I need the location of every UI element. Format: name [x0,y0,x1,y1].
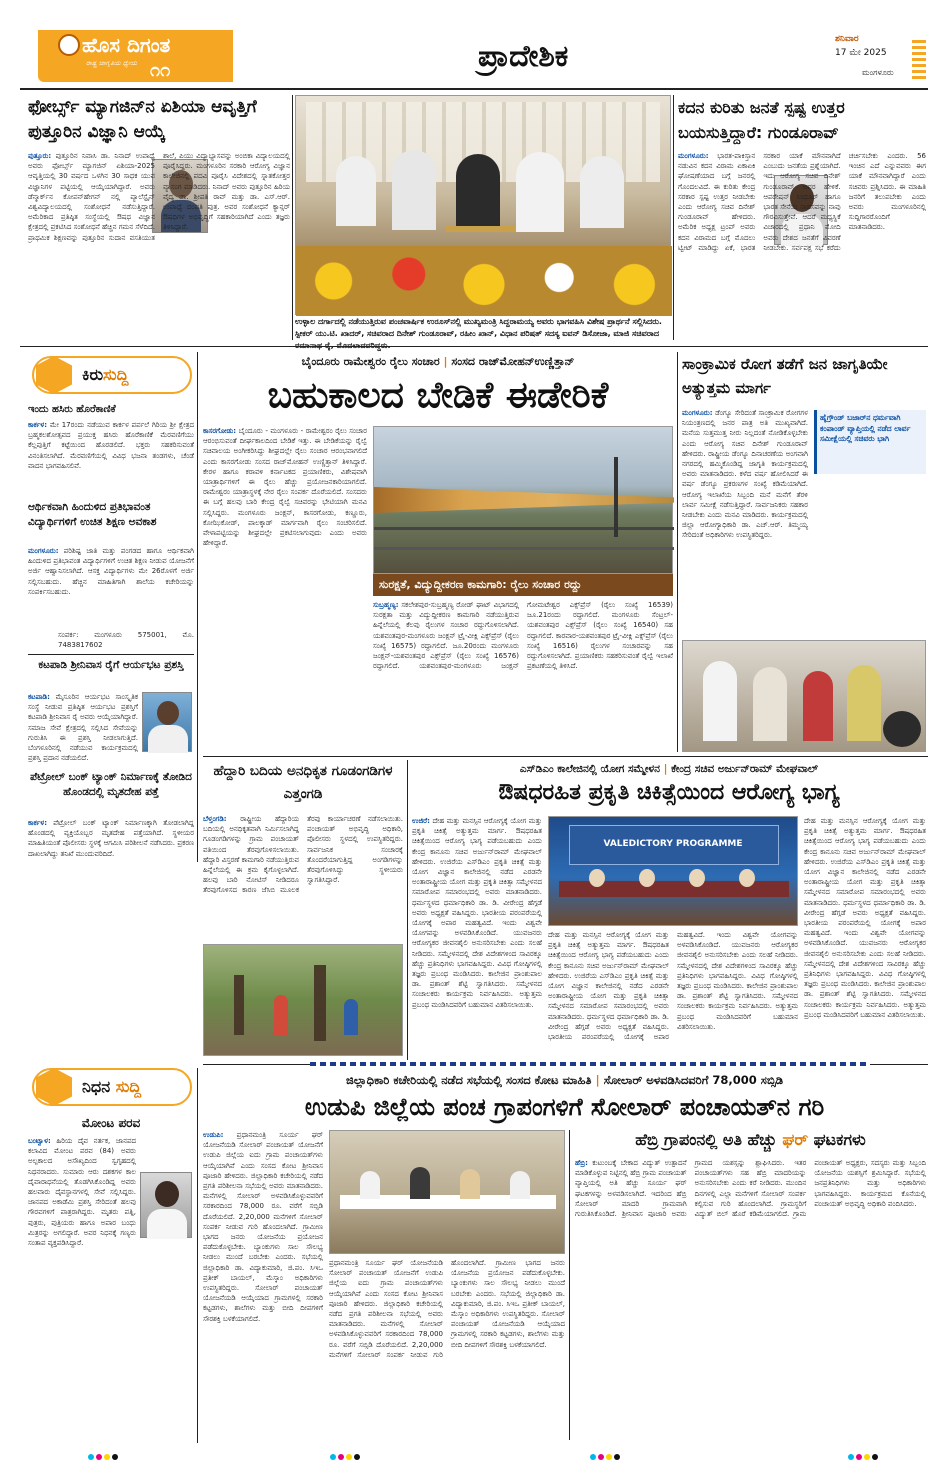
kiru-item4-title: ಪೆಟ್ರೋಲ್ ಬಂಕ್ ಟ್ಯಾಂಕ್ ನಿರ್ಮಾಣಕ್ಕೆ ತೋಡಿದ ಹೊಂಡದಲ್ಲಿ ಮೃತದೇಹ ಪತ್ತೆ [30,771,192,798]
nidhana-column [28,1068,194,1443]
story-dengue-headline: ಸಾಂಕ್ರಾಮಿಕ ರೋಗ ತಡೆಗೆ ಜನ ಜಾಗೃತಿಯೇ ಅತ್ಯುತ್ತಮ ಮಾರ್ಗ [682,355,888,397]
solar-body-b: ಪ್ರಧಾನಮಂತ್ರಿ ಸೂರ್ಯ ಘರ್ ಯೋಜನೆಯಡಿ ಸೋಲಾರ್ ಪಂಚಾಯತ್ ಯೋಜನೆಗೆ ಉಡುಪಿ ಜಿಲ್ಲೆಯ ಐದು ಗ್ರಾಮ ಪಂಚಾಯತ್‌ಗಳು ಆಯ್ಕೆಯಾಗಿವೆ ಎಂದು ಸಂಸದ ಕೋಟ ಶ್ರೀನಿವಾಸ ಪೂಜಾರಿ ಹೇಳಿದರು. ಜಿಲ್ಲಾಧಿಕಾರಿ ಕಚೇರಿಯಲ್ಲಿ ನಡೆದ ಪ್ರಗತಿ ಪರಿಶೀಲನಾ ಸಭೆಯಲ್ಲಿ ಅವರು ಮಾತನಾಡಿದರು. ಮನೆಗಳಲ್ಲಿ ಸೋಲಾರ್ ಅಳವಡಿಸಿಕೊಳ್ಳುವವರಿಗೆ ಸರಕಾರದಿಂದ 78,000 ರೂ. ವರೆಗೆ ಸಬ್ಸಿಡಿ ದೊರೆಯಲಿದೆ. 2,20,000 ಮನೆಗಳಿಗೆ ಸೋಲಾರ್ ಸಂಪರ್ಕ ನೀಡುವ ಗುರಿ ಹೊಂದಲಾಗಿದೆ. ಗ್ರಾಮೀಣ ಭಾಗದ ಜನರು ಯೋಜನೆಯ ಪ್ರಯೋಜನ ಪಡೆದುಕೊಳ್ಳಬೇಕು. ಬ್ಯಾಂಕುಗಳು ಸಾಲ ಸೌಲಭ್ಯ ನೀಡಲು ಮುಂದೆ ಬರಬೇಕು ಎಂದರು. ಸಭೆಯಲ್ಲಿ ಜಿಲ್ಲಾಧಿಕಾರಿ ಡಾ. ವಿದ್ಯಾಕುಮಾರಿ, ಜಿ.ಪಂ. ಸಿಇಒ ಪ್ರತೀಕ್ ಬಾಯಲ್, ಮೆಸ್ಕಾಂ ಅಧಿಕಾರಿಗಳು ಉಪಸ್ಥಿತರಿದ್ದರು. ಸೋಲಾರ್ ಪಂಚಾಯತ್ ಯೋಜನೆಯಡಿ ಆಯ್ಕೆಯಾದ ಗ್ರಾಮಗಳಲ್ಲಿ ಸರಕಾರಿ ಕಟ್ಟಡಗಳು, ಶಾಲೆಗಳು ಮತ್ತು ಬೀದಿ ದೀಪಗಳಿಗೆ ಸೌರಶಕ್ತಿ ಬಳಕೆಯಾಗಲಿದೆ. [329,1259,565,1359]
col-rule [197,352,198,862]
registration-dots [330,1445,390,1453]
item-rule [28,654,194,655]
yoga-body-b: ದೇಹ ಮತ್ತು ಮನಸ್ಸಿನ ಆರೋಗ್ಯಕ್ಕೆ ಯೋಗ ಮತ್ತು ಪ್ರಕೃತಿ ಚಿಕಿತ್ಸೆ ಅತ್ಯುತ್ತಮ ಮಾರ್ಗ. ಔಷಧರಹಿತ ಚಿಕಿತ್ಸೆಯಿಂದ ಆರೋಗ್ಯ ಭಾಗ್ಯ ಪಡೆಯಬಹುದು ಎಂದು ಕೇಂದ್ರ ಕಾನೂನು ಸಚಿವ ಅರ್ಜುನ್‌ರಾಮ್ ಮೇಘವಾಲ್ ಹೇಳಿದರು. ಉಜಿರೆಯ ಎಸ್‌ಡಿಎಂ ಪ್ರಕೃತಿ ಚಿಕಿತ್ಸೆ ಮತ್ತು ಯೋಗ ವಿಜ್ಞಾನ ಕಾಲೇಜಿನಲ್ಲಿ ನಡೆದ ಎರಡನೇ ಅಂತಾರಾಷ್ಟ್ರೀಯ ಯೋಗ ಮತ್ತು ಪ್ರಕೃತಿ ಚಿಕಿತ್ಸಾ ಸಮ್ಮೇಳನದ ಸಮಾರೋಪ ಸಮಾರಂಭದಲ್ಲಿ ಅವರು ಮಾತನಾಡಿದರು. ಧರ್ಮಸ್ಥಳದ ಧರ್ಮಾಧಿಕಾರಿ ಡಾ. ಡಿ. ವೀರೇಂದ್ರ ಹೆಗ್ಗಡೆ ಅವರು ಅಧ್ಯಕ್ಷತೆ ವಹಿಸಿದ್ದರು. ಭಾರತೀಯ ಪರಂಪರೆಯಲ್ಲಿ ಯೋಗಕ್ಕೆ ಅಪಾರ ಮಹತ್ವವಿದೆ. ಇಂದು ವಿಶ್ವವೇ ಯೋಗವನ್ನು ಅಳವಡಿಸಿಕೊಂಡಿದೆ. ಯುವಜನರು ಆರೋಗ್ಯಕರ ಜೀವನಶೈಲಿ ಅನುಸರಿಸಬೇಕು ಎಂದು ಸಲಹೆ ನೀಡಿದರು. ಸಮ್ಮೇಳನದಲ್ಲಿ ದೇಶ ವಿದೇಶಗಳಿಂದ ಸಾವಿರಕ್ಕೂ ಹೆಚ್ಚು ಪ್ರತಿನಿಧಿಗಳು ಭಾಗವಹಿಸಿದ್ದರು. ವಿವಿಧ ಗೋಷ್ಠಿಗಳಲ್ಲಿ ತಜ್ಞರು ಪ್ರಬಂಧ ಮಂಡಿಸಿದರು. ಕಾಲೇಜಿನ ಪ್ರಾಂಶುಪಾಲ ಡಾ. ಪ್ರಶಾಂತ್ ಶೆಟ್ಟಿ ಸ್ವಾಗತಿಸಿದರು. ಸಮ್ಮೇಳನದ ಸಂಚಾಲಕರು ಕಾರ್ಯಕ್ರಮ ನಿರ್ವಹಿಸಿದರು. ಅತ್ಯುತ್ತಮ ಪ್ರಬಂಧ ಮಂಡಿಸಿದವರಿಗೆ ಬಹುಮಾನ ವಿತರಿಸಲಾಯಿತು. [548,931,798,1042]
stripe-marks [912,40,926,80]
kiru-item1-body: ಕಾರ್ಕಳ: ಮೇ 17ರಂದು ನಡೆಯುವ ಕಾರ್ಕಳ ಪರ್ಪಲೆ ಗಿರಿಯ ಶ್ರೀ ಕ್ಷೇತ್ರದ ಬ್ರಹ್ಮಕಲಶೋತ್ಸವದ ಪ್ರಯುಕ್ತ ಹಸಿರು ಹೊರೆಕಾಣಿಕೆ ಮೆರವಣಿಗೆಯು ಕೆಲ್ಲಪುತ್ತಿಗೆ ಕಟ್ಟೆಯಿಂದ ಹೊರಡಲಿದೆ. ಭಕ್ತರು ಸಹಕರಿಸುವಂತೆ ವಿನಂತಿಸಲಾಗಿದೆ. ಮೆರವಣಿಗೆಯಲ್ಲಿ ವಿವಿಧ ಭಜನಾ ತಂಡಗಳು, ಚೆಂಡೆ ವಾದನ ಭಾಗವಹಿಸಲಿವೆ. [28,421,194,470]
page-number: ೧೧ [150,60,171,81]
solar-headline: ಉಡುಪಿ ಜಿಲ್ಲೆಯ ಪಂಚ ಗ್ರಾಪಂಗಳಿಗೆ ಸೋಲಾರ್ ಪಂಚಾಯತ್‌ನ ಗರಿ [304,1093,825,1121]
story-stalls [203,760,403,1060]
kiru-item3-body: ಕಟಪಾಡಿ: ಮೈಸೂರಿನ ಆರ್ಯಭಟ ಸಾಂಸ್ಕೃತಿಕ ಸಂಸ್ಥೆ ನೀಡುವ ಪ್ರತಿಷ್ಠಿತ ಆರ್ಯಭಟ ಪ್ರಶಸ್ತಿಗೆ ಕಟಪಾಡಿ ಶ್ರೀನಿವಾಸ ರೈ ಅವರು ಆಯ್ಕೆಯಾಗಿದ್ದಾರೆ. ಸಮಾಜ ಸೇವೆ ಕ್ಷೇತ್ರದಲ್ಲಿ ಸಲ್ಲಿಸಿದ ಸೇವೆಯನ್ನು ಗುರುತಿಸಿ ಈ ಪ್ರಶಸ್ತಿ ನೀಡಲಾಗುತ್ತಿದೆ. ಬೆಂಗಳೂರಿನಲ್ಲಿ ನಡೆಯುವ ಕಾರ್ಯಕ್ರಮದಲ್ಲಿ ಪ್ರಶಸ್ತಿ ಪ್ರದಾನ ನಡೆಯಲಿದೆ. [28,693,138,763]
col-rule [677,352,678,752]
dargah-photo [295,95,671,315]
col-rule [569,1130,570,1440]
obituary-body: ಬಂಟ್ವಾಳ: ಹಿರಿಯ ದೈವ ನರ್ತಕ, ಜಾನಪದ ಕಲಾವಿದ ಮೋಂಟ ಪರವ (84) ಅವರು ಅಲ್ಪಕಾಲದ ಅಸೌಖ್ಯದಿಂದ ಸ್ವಗೃಹದಲ್ಲಿ ನಿಧನರಾದರು. ಸುಮಾರು ಆರು ದಶಕಗಳ ಕಾಲ ದೈವಾರಾಧನೆಯಲ್ಲಿ ತೊಡಗಿಸಿಕೊಂಡಿದ್ದ ಅವರು ಹಲವಾರು ದೈವಸ್ಥಾನಗಳಲ್ಲಿ ಸೇವೆ ಸಲ್ಲಿಸಿದ್ದರು. ಜಾನಪದ ಅಕಾಡೆಮಿ ಪ್ರಶಸ್ತಿ ಸೇರಿದಂತೆ ಹಲವು ಗೌರವಗಳಿಗೆ ಪಾತ್ರರಾಗಿದ್ದರು. ಮೃತರು ಪತ್ನಿ, ಪುತ್ರರು, ಪುತ್ರಿಯರು ಹಾಗೂ ಅಪಾರ ಬಂಧು ಮಿತ್ರರನ್ನು ಅಗಲಿದ್ದಾರೆ. ಅವರ ನಿಧನಕ್ಕೆ ಗಣ್ಯರು ಸಂತಾಪ ವ್ಯಕ್ತಪಡಿಸಿದ್ದಾರೆ. [28,1137,136,1248]
yoga-kicker: ಎಸ್‌ಡಿಎಂ ಕಾಲೇಜಿನಲ್ಲಿ ಯೋಗ ಸಮ್ಮೇಳನ | ಕೇಂದ್ರ ಸಚಿವ ಅರ್ಜುನ್‌ರಾಮ್ ಮೇಘವಾಲ್ [519,763,819,775]
registration-dots [590,1445,650,1453]
story-yoga [412,760,926,1060]
rail-headline: ಬಹುಕಾಲದ ಬೇಡಿಕೆ ಈಡೇರಿಕೆ [267,375,609,416]
kiru-item2-contact: ಸಂಪರ್ಕ: ಮಂಗಳೂರು 575001, ಮೊ. 7483817602 [58,631,194,650]
dateline: ಪುತ್ತೂರು: [28,152,52,160]
nidhana-label: ನಿಧನ ಸುದ್ದಿ [82,1077,142,1096]
conference-photo [548,816,798,926]
logo-sub: ರಾಷ್ಟ್ರ ಜಾಗೃತಿಯ ಧ್ಯೇಯ [86,59,137,67]
pull-quote: ಹೈಗ್ರೌಂಡ್ ಬಜಾರ್‌ನ ಧರ್ಮವಾಗಿ ಕಂಪಾಂಡ್ ವ್ಯಾಪ್ತಿಯಲ್ಲಿ ನಡೆದ ಲಾರ್ವ ಸಮೀಕ್ಷೆಯಲ್ಲಿ ಸಚಿವರು ಭಾಗಿ [814,410,926,474]
col-rule [673,95,674,340]
kiru-item3-title: ಕಟಪಾಡಿ ಶ್ರೀನಿವಾಸ ರೈಗೆ ಆರ್ಯಭಟ ಪ್ರಶಸ್ತಿ [38,659,184,671]
story-gundurao-headline: ಕದನ ಕುರಿತು ಜನತೆ ಸ್ಪಷ್ಟ ಉತ್ತರ ಬಯಸುತ್ತಿದ್ದಾರೆ: ಗುಂಡೂರಾವ್ [678,98,845,142]
section-title: ಪ್ರಾದೇಶಿಕ [478,39,569,74]
kiru-item2-title: ಆರ್ಥಿಕವಾಗಿ ಹಿಂದುಳಿದ ಪ್ರತಿಭಾವಂತ ವಿದ್ಯಾರ್ಥಿಗಳಿಗೆ ಉಚಿತ ಶಿಕ್ಷಣ ಅವಕಾಶ [28,501,157,528]
kiru-item2-body: ಮಂಗಳೂರು: ಪರಿಶಿಷ್ಟ ಜಾತಿ ಮತ್ತು ಪಂಗಡದ ಹಾಗೂ ಆರ್ಥಿಕವಾಗಿ ಹಿಂದುಳಿದ ಪ್ರತಿಭಾವಂತ ವಿದ್ಯಾರ್ಥಿಗಳಿಗೆ ಉಚಿತ ಶಿಕ್ಷಣ ನೀಡುವ ಯೋಜನೆಗೆ ಅರ್ಜಿ ಆಹ್ವಾನಿಸಲಾಗಿದೆ. ಆಸಕ್ತ ವಿದ್ಯಾರ್ಥಿಗಳು ಮೇ 26ರೊಳಗೆ ಅರ್ಜಿ ಸಲ್ಲಿಸಬಹುದು. ಹೆಚ್ಚಿನ ಮಾಹಿತಿಗಾಗಿ ಶಾಲೆಯ ಕಚೇರಿಯನ್ನು ಸಂಪರ್ಕಿಸಬಹುದು. [28,547,194,596]
story-stalls-body: ಬೆಳ್ತಂಗಡಿ: ರಾಷ್ಟ್ರೀಯ ಹೆದ್ದಾರಿಯ ಬದಿಯಲ್ಲಿ ಅನಧಿಕೃತವಾಗಿ ನಿರ್ಮಿಸಲಾಗಿದ್ದ ಗೂಡಂಗಡಿಗಳನ್ನು ಗ್ರಾಮ ಪಂಚಾಯತ್ ವತಿಯಿಂದ ತೆರವುಗೊಳಿಸಲಾಯಿತು. ಹೆದ್ದಾರಿ ವಿಸ್ತರಣೆ ಕಾಮಗಾರಿ ನಡೆಯುತ್ತಿರುವ ಹಿನ್ನೆಲೆಯಲ್ಲಿ ಈ ಕ್ರಮ ಕೈಗೊಳ್ಳಲಾಗಿದೆ. ಹಲವು ಬಾರಿ ನೋಟಿಸ್ ನೀಡಿದರೂ ತೆರವುಗೊಳಿಸದ ಕಾರಣ ಜೆಸಿಬಿ ಮೂಲಕ ತೆರವು ಕಾರ್ಯಾಚರಣೆ ನಡೆಸಲಾಯಿತು. ಪಂಚಾಯತ್ ಅಭಿವೃದ್ಧಿ ಅಧಿಕಾರಿ, ಪೊಲೀಸರು ಸ್ಥಳದಲ್ಲಿ ಉಪಸ್ಥಿತರಿದ್ದರು. ಸಾರ್ವಜನಿಕ ಸಂಚಾರಕ್ಕೆ ತೊಂದರೆಯಾಗುತ್ತಿದ್ದ ಅಂಗಡಿಗಳನ್ನು ತೆರವುಗೊಳಿಸಿದ್ದು ಸ್ಥಳೀಯರು ಸ್ವಾಗತಿಸಿದ್ದಾರೆ. [203,815,403,895]
logo-emblem-icon [58,34,80,56]
row-rule [20,346,928,347]
kiru-suddi-column [28,352,194,807]
larva-survey-photo [682,640,926,752]
meeting-photo [329,1130,565,1254]
yoga-headline: ಔಷಧರಹಿತ ಪ್ರಕೃತಿ ಚಿಕಿತ್ಸೆಯಿಂದ ಆರೋಗ್ಯ ಭಾಗ್ಯ [498,780,840,805]
story-dengue [682,352,926,752]
colour-bar [310,1062,870,1066]
rail-body1: ಕಾಸರಗೋಡು: ಬೈಂದೂರು - ಮಂಗಳೂರು - ರಾಮೇಶ್ವರಂ ರೈಲು ಸಂಚಾರ ಆರಂಭಿಸುವಂತೆ ದೀರ್ಘಕಾಲದಿಂದ ಬೇಡಿಕೆ ಇತ್ತು. ಈ ಬೇಡಿಕೆಯನ್ನು ರೈಲ್ವೆ ಸಚಿವಾಲಯ ಅಂಗೀಕರಿಸಿದ್ದು ಶೀಘ್ರದಲ್ಲೇ ರೈಲು ಸಂಚಾರ ಆರಂಭವಾಗಲಿದೆ ಎಂದು ಕಾಸರಗೋಡು ಸಂಸದ ರಾಜ್‌ಮೋಹನ್ ಉಣ್ಣಿತ್ತಾನ್ ತಿಳಿಸಿದ್ದಾರೆ. ಕೇರಳ ಹಾಗೂ ಕರಾವಳಿ ಕರ್ನಾಟಕದ ಪ್ರಯಾಣಿಕರು, ವಿಶೇಷವಾಗಿ ಯಾತ್ರಾರ್ಥಿಗಳಿಗೆ ಈ ರೈಲು ಹೆಚ್ಚು ಪ್ರಯೋಜನಕಾರಿಯಾಗಲಿದೆ. ರಾಮೇಶ್ವರಂ ಯಾತ್ರಾಸ್ಥಳಕ್ಕೆ ನೇರ ರೈಲು ಸಂಪರ್ಕ ದೊರೆಯಲಿದೆ. ಸಂಸದರು ಈ ಬಗ್ಗೆ ಹಲವು ಬಾರಿ ಕೇಂದ್ರ ರೈಲ್ವೆ ಸಚಿವರನ್ನು ಭೇಟಿಯಾಗಿ ಮನವಿ ಸಲ್ಲಿಸಿದ್ದರು. ಮಂಗಳೂರು ಜಂಕ್ಷನ್, ಕಾಸರಗೋಡು, ಕಣ್ಣೂರು, ಕೋಝಿಕೋಡ್, ಪಾಲಕ್ಕಾಡ್ ಮಾರ್ಗವಾಗಿ ರೈಲು ಸಂಚರಿಸಲಿದೆ. ವೇಳಾಪಟ್ಟಿಯನ್ನು ಶೀಘ್ರದಲ್ಲೇ ಪ್ರಕಟಿಸಲಾಗುವುದು ಎಂದು ಅವರು ಹೇಳಿದ್ದಾರೆ. [203,427,367,548]
masthead [0,0,945,92]
banner-text: VALEDICTORY PROGRAMME [603,839,743,849]
logo-text: ಹೊಸ ದಿಗಂತ [82,33,171,57]
date-text: 17 ಮೇ 2025 [835,48,887,58]
rail-body2: ಸುಬ್ರಹ್ಮಣ್ಯ: ಸಕಲೇಶಪುರ-ಸುಬ್ರಹ್ಮಣ್ಯ ರೋಡ್ ಘಾಟ್ ವಿಭಾಗದಲ್ಲಿ ಸುರಕ್ಷತಾ ಮತ್ತು ವಿದ್ಯುದ್ದೀಕರಣ ಕಾಮಗಾರಿ ನಡೆಯುತ್ತಿರುವ ಹಿನ್ನೆಲೆಯಲ್ಲಿ ಕೆಲವು ರೈಲುಗಳ ಸಂಚಾರ ರದ್ದುಗೊಳಿಸಲಾಗಿದೆ. ಯಶವಂತಪುರ-ಮಂಗಳೂರು ಜಂಕ್ಷನ್ ಟ್ರೈ-ವೀಕ್ಲಿ ಎಕ್ಸ್‌ಪ್ರೆಸ್ (ರೈಲು ಸಂಖ್ಯೆ 16575) ರದ್ದಾಗಲಿದೆ. ಜೂ.20ರಂದು ಮಂಗಳೂರು ಜಂಕ್ಷನ್-ಯಶವಂತಪುರ ಎಕ್ಸ್‌ಪ್ರೆಸ್ (ರೈಲು ಸಂಖ್ಯೆ 16576) ರದ್ದಾಗಲಿದೆ. ಯಶವಂತಪುರ-ಮಂಗಳೂರು ಜಂಕ್ಷನ್ ಗೋಮಟೇಶ್ವರ ಎಕ್ಸ್‌ಪ್ರೆಸ್ (ರೈಲು ಸಂಖ್ಯೆ 16539) ಜೂ.21ರಂದು ರದ್ದಾಗಲಿದೆ. ಮಂಗಳೂರು ಸೆಂಟ್ರಲ್-ಯಶವಂತಪುರ ಎಕ್ಸ್‌ಪ್ರೆಸ್ (ರೈಲು ಸಂಖ್ಯೆ 16540) ಸಹ ರದ್ದಾಗಲಿದೆ. ಕಾರವಾರ-ಯಶವಂತಪುರ ಟ್ರೈ-ವೀಕ್ಲಿ ಎಕ್ಸ್‌ಪ್ರೆಸ್ (ರೈಲು ಸಂಖ್ಯೆ 16516) ರೈಲುಗಳ ಸಂಚಾರವನ್ನು ಸಹ ರದ್ದುಗೊಳಿಸಲಾಗಿದೆ. ಪ್ರಯಾಣಿಕರು ಸಹಕರಿಸುವಂತೆ ರೈಲ್ವೆ ಇಲಾಖೆ ಪ್ರಕಟಣೆಯಲ್ಲಿ ತಿಳಿಸಿದೆ. [373,601,673,671]
col-rule [407,760,408,1060]
dateline: ಮಂಗಳೂರು: [678,152,709,160]
dargah-photo-caption: ಉಳ್ಳಾಲ ದರ್ಗಾದಲ್ಲಿ ನಡೆಯುತ್ತಿರುವ ಪಂಚವಾರ್ಷಿಕ ಉರೂಸ್‌ನಲ್ಲಿ ಮುಖ್ಯಮಂತ್ರಿ ಸಿದ್ದರಾಮಯ್ಯ ಅವರು ಭಾಗವಹಿಸಿ ವಿಶೇಷ ಪ್ರಾರ್ಥನೆ ಸಲ್ಲಿಸಿದರು. ಸ್ಪೀಕರ್ ಯು.ಟಿ. ಖಾದರ್, ಸಚಿವರಾದ ದಿನೇಶ್ ಗುಂಡೂರಾವ್, ರಹೀಂ ಖಾನ್, ವಿಧಾನ ಪರಿಷತ್ ಸದಸ್ಯ ಐವನ್ ಡಿಸೋಜಾ, ಮಾಜಿ ಸಚಿವರಾದ [295,317,662,338]
train-photo-caption: ಸುರಕ್ಷತೆ, ವಿದ್ಯುದ್ದೀಕರಣ ಕಾಮಗಾರಿ: ರೈಲು ಸಂಚಾರ ರದ್ದು [373,574,673,596]
train-photo [373,426,673,574]
story-forbes-body: ಪುತ್ತೂರು: ಪುತ್ತೂರಿನ ನಿವಾಸಿ ಡಾ. ನಿನಾದ್ ಉಪಾಧ್ಯೆ ಅವರು ಫೋರ್ಬ್ಸ್ ಮ್ಯಾಗಜಿನ್ ಏಶಿಯಾ-2025 ಆವೃತ್ತಿಯಲ್ಲಿ 30 ವರ್ಷದ ಒಳಗಿನ 30 ಸಾಧಕ ಯುವ ವಿಜ್ಞಾನಿಗಳ ಪಟ್ಟಿಯಲ್ಲಿ ಆಯ್ಕೆಯಾಗಿದ್ದಾರೆ. ಅವರು ಡೆನ್ಮಾರ್ಕ್‌ನ ಕೋಪನ್‌ಹೇಗನ್ ನಲ್ಲಿ ಪ್ಯಾಲೆಸ್ಟೈನ್ ವಿಶ್ವವಿದ್ಯಾಲಯದಲ್ಲಿ ಸಂಶೋಧನೆ ನಡೆಸುತ್ತಿದ್ದಾರೆ. ಅಮೆರಿಕಾದ ಪ್ರತಿಷ್ಠಿತ ಸಂಸ್ಥೆಯಲ್ಲಿ ಔಷಧ ವಿಜ್ಞಾನ ಕ್ಷೇತ್ರದಲ್ಲಿ ಪ್ರಕಟಿಸಿದ ಸಂಶೋಧನೆ ಹೆಚ್ಚಿನ ಗಮನ ಸೆಳೆದಿದೆ. ಪ್ರಾಥಮಿಕ ಶಿಕ್ಷಣವನ್ನು ಪುತ್ತೂರಿನ ಸುದಾನ ವಸತಿಯುತ ಶಾಲೆ, ಪಿಯು ವಿದ್ಯಾಭ್ಯಾಸವನ್ನು ಅಂಬಿಕಾ ವಿದ್ಯಾಲಯದಲ್ಲಿ ಪೂರೈಸಿದ್ದರು. ಮಂಗಳೂರಿನ ಸರಕಾರಿ ಆರೋಗ್ಯ ವಿಜ್ಞಾನ ಕಾಲೇಜಿನಲ್ಲಿ ಪದವಿ ಪೂರೈಸಿ ವಿದೇಶದಲ್ಲಿ ಸ್ನಾತಕೋತ್ತರ ವ್ಯಾಸಂಗ ಮಾಡಿದರು. ನಿನಾದ್ ಅವರು ಪುತ್ತೂರಿನ ಹಿರಿಯ ವೈದ್ಯ ಡಾ. ಶ್ರೀಪತಿ ರಾವ್ ಮತ್ತು ಡಾ. ಎಸ್.ಆರ್. ಉಪಾಧ್ಯೆ ದಂಪತಿ ಪುತ್ರ. ಅವರ ಸಂಶೋಧನೆ ಕ್ಯಾನ್ಸರ್ ಔಷಧಿಗಳ ಅಭಿವೃದ್ಧಿಗೆ ಸಹಕಾರಿಯಾಗಿದೆ ಎಂದು ತಜ್ಞರು ತಿಳಿಸಿದ್ದಾರೆ. [28,152,290,242]
story-solar [203,1070,926,1442]
solar-sub-body: ಹೆಬ್ರಿ: ಕುಟುಂಬಕ್ಕೆ ಬೇಕಾದ ವಿದ್ಯುತ್ ಉತ್ಪಾದನೆ ಮಾಡಿಕೊಳ್ಳುವ ನಿಟ್ಟಿನಲ್ಲಿ ಹೆಬ್ರಿ ಗ್ರಾಮ ಪಂಚಾಯತ್ ವ್ಯಾಪ್ತಿಯಲ್ಲಿ ಅತಿ ಹೆಚ್ಚು ಸೂರ್ಯ ಘರ್ ಘಟಕಗಳನ್ನು ಅಳವಡಿಸಲಾಗಿದೆ. ಇದರಿಂದ ಹೆಬ್ರಿ ಸೋಲಾರ್ ಮಾದರಿ ಗ್ರಾಮವಾಗಿ ಗುರುತಿಸಿಕೊಂಡಿದೆ. ಶ್ರೀನಿವಾಸ ಪೂಜಾರಿ ಅವರು ಗ್ರಾಮದ ಯಶಸ್ಸನ್ನು ಶ್ಲಾಘಿಸಿದರು. ಇತರ ಪಂಚಾಯತ್‌ಗಳು ಸಹ ಹೆಬ್ರಿ ಮಾದರಿಯನ್ನು ಅನುಸರಿಸಬೇಕು ಎಂದು ಕರೆ ನೀಡಿದರು. ಮುಂದಿನ ದಿನಗಳಲ್ಲಿ ಎಲ್ಲಾ ಮನೆಗಳಿಗೆ ಸೋಲಾರ್ ಸಂಪರ್ಕ ಕಲ್ಪಿಸುವ ಗುರಿ ಹೊಂದಲಾಗಿದೆ. ಗ್ರಾಮಸ್ಥರಿಗೆ ವಿದ್ಯುತ್ ಬಿಲ್ ಹೊರೆ ಕಡಿಮೆಯಾಗಲಿದೆ. ಗ್ರಾಮ ಪಂಚಾಯತ್ ಅಧ್ಯಕ್ಷರು, ಸದಸ್ಯರು ಮತ್ತು ಸಿಬ್ಬಂದಿ ಯೋಜನೆಯ ಯಶಸ್ಸಿಗೆ ಶ್ರಮಿಸಿದ್ದಾರೆ. ಸಭೆಯಲ್ಲಿ ಜನಪ್ರತಿನಿಧಿಗಳು ಮತ್ತು ಅಧಿಕಾರಿಗಳು ಭಾಗವಹಿಸಿದ್ದರು. ಕಾರ್ಯಕ್ರಮದ ಕೊನೆಯಲ್ಲಿ ಪಂಚಾಯತ್ ಅಭಿವೃದ್ಧಿ ಅಧಿಕಾರಿ ವಂದಿಸಿದರು. [575,1159,926,1219]
registration-dots [848,1445,908,1453]
story-stalls-headline: ಹೆದ್ದಾರಿ ಬದಿಯ ಅನಧಿಕೃತ ಗೂಡಂಗಡಿಗಳ ಎತ್ತಂಗಡಿ [213,763,393,802]
story-forbes-headline: ಫೋರ್ಬ್ಸ್ ಮ್ಯಾಗಜಿನ್‌ನ ಏಶಿಯಾ ಆವೃತ್ತಿಗೆ ಪುತ್ತೂರಿನ ವಿಜ್ಞಾನಿ ಆಯ್ಕೆ [28,97,257,142]
col-rule [292,95,293,340]
kiru-item1-title: ಇಂದು ಹಸಿರು ಹೊರೆಕಾಣಿಕೆ [28,404,116,415]
stalls-photo [203,944,403,1056]
solar-body-a: ಉಡುಪಿ: ಪ್ರಧಾನಮಂತ್ರಿ ಸೂರ್ಯ ಘರ್ ಯೋಜನೆಯಡಿ ಸೋಲಾರ್ ಪಂಚಾಯತ್ ಯೋಜನೆಗೆ ಉಡುಪಿ ಜಿಲ್ಲೆಯ ಐದು ಗ್ರಾಮ ಪಂಚಾಯತ್‌ಗಳು ಆಯ್ಕೆಯಾಗಿವೆ ಎಂದು ಸಂಸದ ಕೋಟ ಶ್ರೀನಿವಾಸ ಪೂಜಾರಿ ಹೇಳಿದರು. ಜಿಲ್ಲಾಧಿಕಾರಿ ಕಚೇರಿಯಲ್ಲಿ ನಡೆದ ಪ್ರಗತಿ ಪರಿಶೀಲನಾ ಸಭೆಯಲ್ಲಿ ಅವರು ಮಾತನಾಡಿದರು. ಮನೆಗಳಲ್ಲಿ ಸೋಲಾರ್ ಅಳವಡಿಸಿಕೊಳ್ಳುವವರಿಗೆ ಸರಕಾರದಿಂದ 78,000 ರೂ. ವರೆಗೆ ಸಬ್ಸಿಡಿ ದೊರೆಯಲಿದೆ. 2,20,000 ಮನೆಗಳಿಗೆ ಸೋಲಾರ್ ಸಂಪರ್ಕ ನೀಡುವ ಗುರಿ ಹೊಂದಲಾಗಿದೆ. ಗ್ರಾಮೀಣ ಭಾಗದ ಜನರು ಯೋಜನೆಯ ಪ್ರಯೋಜನ ಪಡೆದುಕೊಳ್ಳಬೇಕು. ಬ್ಯಾಂಕುಗಳು ಸಾಲ ಸೌಲಭ್ಯ ನೀಡಲು ಮುಂದೆ ಬರಬೇಕು ಎಂದರು. ಸಭೆಯಲ್ಲಿ ಜಿಲ್ಲಾಧಿಕಾರಿ ಡಾ. ವಿದ್ಯಾಕುಮಾರಿ, ಜಿ.ಪಂ. ಸಿಇಒ ಪ್ರತೀಕ್ ಬಾಯಲ್, ಮೆಸ್ಕಾಂ ಅಧಿಕಾರಿಗಳು ಉಪಸ್ಥಿತರಿದ್ದರು. ಸೋಲಾರ್ ಪಂಚಾಯತ್ ಯೋಜನೆಯಡಿ ಆಯ್ಕೆಯಾದ ಗ್ರಾಮಗಳಲ್ಲಿ ಸರಕಾರಿ ಕಟ್ಟಡಗಳು, ಶಾಲೆಗಳು ಮತ್ತು ಬೀದಿ ದೀಪಗಳಿಗೆ ಸೌರಶಕ್ತಿ ಬಳಕೆಯಾಗಲಿದೆ. [203,1131,323,1323]
portrait-photo [140,1172,192,1238]
registration-dots [88,1445,148,1453]
kiru-item4-body: ಕಾರ್ಕಳ: ಪೆಟ್ರೋಲ್ ಬಂಕ್ ಟ್ಯಾಂಕ್ ನಿರ್ಮಾಣಕ್ಕಾಗಿ ತೋಡಲಾಗಿದ್ದ ಹೊಂಡದಲ್ಲಿ ವ್ಯಕ್ತಿಯೊಬ್ಬರ ಮೃತದೇಹ ಪತ್ತೆಯಾಗಿದೆ. ಸ್ಥಳೀಯರ ಮಾಹಿತಿಯಂತೆ ಪೊಲೀಸರು ಸ್ಥಳಕ್ಕೆ ಆಗಮಿಸಿ ಪರಿಶೀಲನೆ ನಡೆಸಿದರು. ಪ್ರಕರಣ ದಾಖಲಾಗಿದ್ದು ತನಿಖೆ ಮುಂದುವರಿದಿದೆ. [28,819,194,858]
kiru-label: ಕಿರುಸುದ್ದಿ [82,365,129,384]
story-gundurao-body: ಮಂಗಳೂರು: ಭಾರತ-ಪಾಕಿಸ್ತಾನ ನಡುವಿನ ಕದನ ವಿರಾಮ ಏಕಾಏಕಿ ಘೋಷಣೆಯಾದ ಬಗ್ಗೆ ಜನರಲ್ಲಿ ಗೊಂದಲವಿದೆ. ಈ ಕುರಿತು ಕೇಂದ್ರ ಸರಕಾರ ಸ್ಪಷ್ಟ ಉತ್ತರ ನೀಡಬೇಕು ಎಂದು ಆರೋಗ್ಯ ಸಚಿವ ದಿನೇಶ್ ಗುಂಡೂರಾವ್ ಹೇಳಿದರು. ಅಮೆರಿಕ ಅಧ್ಯಕ್ಷ ಟ್ರಂಪ್ ಅವರು ಕದನ ವಿರಾಮದ ಬಗ್ಗೆ ಮೊದಲು ಟ್ವೀಟ್ ಮಾಡಿದ್ದು ಏಕೆ, ಭಾರತ ಸರಕಾರ ಯಾಕೆ ಮೌನವಾಗಿದೆ ಎಂಬುದು ಜನತೆಯ ಪ್ರಶ್ನೆಯಾಗಿದೆ. ಇದು ಆರೋಗ್ಯ ಸಚಿವ ದಿನೇಶ್ ಗುಂಡೂರಾವ್ ಅವರ ಹೇಳಿಕೆ. ಆಪರೇಷನ್ ಸಿಂಧೂರ್ ಹಾಗೂ ಭಾರತ ಸೇನೆಯ ಸಾಹಸವನ್ನು ನಾವು ಗೌರವಿಸುತ್ತೇವೆ. ಆದರೆ ಮಧ್ಯಸ್ಥಿಕೆ ವಿಚಾರದಲ್ಲಿ ಪ್ರಧಾನಿ ಮೋದಿ ಅವರು ದೇಶದ ಜನತೆಗೆ ವಿವರಣೆ ನೀಡಬೇಕು. ಸರ್ವಪಕ್ಷ ಸಭೆ ಕರೆದು ಚರ್ಚಿಸಬೇಕು ಎಂದರು. 56 ಇಂಚಿನ ಎದೆ ಎನ್ನುವವರು ಈಗ ಯಾಕೆ ಮೌನವಾಗಿದ್ದಾರೆ ಎಂದು ಸಚಿವರು ಪ್ರಶ್ನಿಸಿದರು. ಈ ಮಾಹಿತಿ ಜನರಿಗೆ ತಲುಪಬೇಕು ಎಂದು ಅವರು ಮಂಗಳೂರಿನಲ್ಲಿ ಸುದ್ದಿಗಾರರೊಂದಿಗೆ ಮಾತನಾಡಿದರು. [678,152,926,252]
date-city: ಮಂಗಳೂರು [862,68,894,77]
yoga-body-c: ದೇಹ ಮತ್ತು ಮನಸ್ಸಿನ ಆರೋಗ್ಯಕ್ಕೆ ಯೋಗ ಮತ್ತು ಪ್ರಕೃತಿ ಚಿಕಿತ್ಸೆ ಅತ್ಯುತ್ತಮ ಮಾರ್ಗ. ಔಷಧರಹಿತ ಚಿಕಿತ್ಸೆಯಿಂದ ಆರೋಗ್ಯ ಭಾಗ್ಯ ಪಡೆಯಬಹುದು ಎಂದು ಕೇಂದ್ರ ಕಾನೂನು ಸಚಿವ ಅರ್ಜುನ್‌ರಾಮ್ ಮೇಘವಾಲ್ ಹೇಳಿದರು. ಉಜಿರೆಯ ಎಸ್‌ಡಿಎಂ ಪ್ರಕೃತಿ ಚಿಕಿತ್ಸೆ ಮತ್ತು ಯೋಗ ವಿಜ್ಞಾನ ಕಾಲೇಜಿನಲ್ಲಿ ನಡೆದ ಎರಡನೇ ಅಂತಾರಾಷ್ಟ್ರೀಯ ಯೋಗ ಮತ್ತು ಪ್ರಕೃತಿ ಚಿಕಿತ್ಸಾ ಸಮ್ಮೇಳನದ ಸಮಾರೋಪ ಸಮಾರಂಭದಲ್ಲಿ ಅವರು ಮಾತನಾಡಿದರು. ಧರ್ಮಸ್ಥಳದ ಧರ್ಮಾಧಿಕಾರಿ ಡಾ. ಡಿ. ವೀರೇಂದ್ರ ಹೆಗ್ಗಡೆ ಅವರು ಅಧ್ಯಕ್ಷತೆ ವಹಿಸಿದ್ದರು. ಭಾರತೀಯ ಪರಂಪರೆಯಲ್ಲಿ ಯೋಗಕ್ಕೆ ಅಪಾರ ಮಹತ್ವವಿದೆ. ಇಂದು ವಿಶ್ವವೇ ಯೋಗವನ್ನು ಅಳವಡಿಸಿಕೊಂಡಿದೆ. ಯುವಜನರು ಆರೋಗ್ಯಕರ ಜೀವನಶೈಲಿ ಅನುಸರಿಸಬೇಕು ಎಂದು ಸಲಹೆ ನೀಡಿದರು. ಸಮ್ಮೇಳನದಲ್ಲಿ ದೇಶ ವಿದೇಶಗಳಿಂದ ಸಾವಿರಕ್ಕೂ ಹೆಚ್ಚು ಪ್ರತಿನಿಧಿಗಳು ಭಾಗವಹಿಸಿದ್ದರು. ವಿವಿಧ ಗೋಷ್ಠಿಗಳಲ್ಲಿ ತಜ್ಞರು ಪ್ರಬಂಧ ಮಂಡಿಸಿದರು. ಕಾಲೇಜಿನ ಪ್ರಾಂಶುಪಾಲ ಡಾ. ಪ್ರಶಾಂತ್ ಶೆಟ್ಟಿ ಸ್ವಾಗತಿಸಿದರು. ಸಮ್ಮೇಳನದ ಸಂಚಾಲಕರು ಕಾರ್ಯಕ್ರಮ ನಿರ್ವಹಿಸಿದರು. ಅತ್ಯುತ್ತಮ ಪ್ರಬಂಧ ಮಂಡಿಸಿದವರಿಗೆ ಬಹುಮಾನ ವಿತರಿಸಲಾಯಿತು. [804,817,926,1019]
obituary-name: ಮೋಂಟ ಪರವ [81,1116,141,1130]
story-rail [203,352,673,752]
col-rule [197,1068,198,1443]
story-forbes [28,95,290,340]
solar-sub-headline: ಹೆಬ್ರಿ ಗ್ರಾಪಂನಲ್ಲಿ ಅತಿ ಹೆಚ್ಚು ಘರ್ ಘಟಕಗಳು [635,1130,866,1149]
row-rule [203,756,928,757]
rail-kicker: ಬೈಂದೂರು ರಾಮೇಶ್ವರಂ ರೈಲು ಸಂಚಾರ | ಸಂಸದ ರಾಜ್‌ಮೋಹನ್‌ಉಣ್ಣಿತ್ತಾನ್ [301,355,575,368]
masthead-rule [20,88,928,90]
date-day: ಶನಿವಾರ [835,34,859,44]
story-dengue-body-a: ಮಂಗಳೂರು: ಡೆಂಗ್ಯೂ ಸೇರಿದಂತೆ ಸಾಂಕ್ರಾಮಿಕ ರೋಗಗಳ ನಿಯಂತ್ರಣದಲ್ಲಿ ಜನರ ಪಾತ್ರ ಅತಿ ಮುಖ್ಯವಾಗಿದೆ. ಮನೆಯ ಸುತ್ತಮುತ್ತ ನೀರು ನಿಲ್ಲದಂತೆ ನೋಡಿಕೊಳ್ಳಬೇಕು ಎಂದು ಆರೋಗ್ಯ ಸಚಿವ ದಿನೇಶ್ ಗುಂಡೂರಾವ್ ಹೇಳಿದರು. ರಾಷ್ಟ್ರೀಯ ಡೆಂಗ್ಯೂ ದಿನಾಚರಣೆಯ ಅಂಗವಾಗಿ ನಗರದಲ್ಲಿ ಹಮ್ಮಿಕೊಂಡಿದ್ದ ಜಾಗೃತಿ ಕಾರ್ಯಕ್ರಮದಲ್ಲಿ ಅವರು ಮಾತನಾಡಿದರು. ಕಳೆದ ವರ್ಷ ಹೋಲಿಸಿದರೆ ಈ ವರ್ಷ ಡೆಂಗ್ಯೂ ಪ್ರಕರಣಗಳ ಸಂಖ್ಯೆ ಕಡಿಮೆಯಾಗಿದೆ. ಆರೋಗ್ಯ ಇಲಾಖೆಯ ಸಿಬ್ಬಂದಿ ಮನೆ ಮನೆಗೆ ತೆರಳಿ ಲಾರ್ವ ಸಮೀಕ್ಷೆ ನಡೆಸುತ್ತಿದ್ದಾರೆ. ಸಾರ್ವಜನಿಕರು ಸಹಕಾರ ನೀಡಬೇಕು ಎಂದು ಮನವಿ ಮಾಡಿದರು. ಕಾರ್ಯಕ್ರಮದಲ್ಲಿ ಜಿಲ್ಲಾ ಆರೋಗ್ಯಾಧಿಕಾರಿ ಡಾ. ಎಚ್.ಆರ್. ತಿಮ್ಮಯ್ಯ ಸೇರಿದಂತೆ ಅಧಿಕಾರಿಗಳು ಉಪಸ್ಥಿತರಿದ್ದರು. [682,409,808,540]
story-gundurao [678,95,926,340]
yoga-body-a: ಉಜಿರೆ: ದೇಹ ಮತ್ತು ಮನಸ್ಸಿನ ಆರೋಗ್ಯಕ್ಕೆ ಯೋಗ ಮತ್ತು ಪ್ರಕೃತಿ ಚಿಕಿತ್ಸೆ ಅತ್ಯುತ್ತಮ ಮಾರ್ಗ. ಔಷಧರಹಿತ ಚಿಕಿತ್ಸೆಯಿಂದ ಆರೋಗ್ಯ ಭಾಗ್ಯ ಪಡೆಯಬಹುದು ಎಂದು ಕೇಂದ್ರ ಕಾನೂನು ಸಚಿವ ಅರ್ಜುನ್‌ರಾಮ್ ಮೇಘವಾಲ್ ಹೇಳಿದರು. ಉಜಿರೆಯ ಎಸ್‌ಡಿಎಂ ಪ್ರಕೃತಿ ಚಿಕಿತ್ಸೆ ಮತ್ತು ಯೋಗ ವಿಜ್ಞಾನ ಕಾಲೇಜಿನಲ್ಲಿ ನಡೆದ ಎರಡನೇ ಅಂತಾರಾಷ್ಟ್ರೀಯ ಯೋಗ ಮತ್ತು ಪ್ರಕೃತಿ ಚಿಕಿತ್ಸಾ ಸಮ್ಮೇಳನದ ಸಮಾರೋಪ ಸಮಾರಂಭದಲ್ಲಿ ಅವರು ಮಾತನಾಡಿದರು. ಧರ್ಮಸ್ಥಳದ ಧರ್ಮಾಧಿಕಾರಿ ಡಾ. ಡಿ. ವೀರೇಂದ್ರ ಹೆಗ್ಗಡೆ ಅವರು ಅಧ್ಯಕ್ಷತೆ ವಹಿಸಿದ್ದರು. ಭಾರತೀಯ ಪರಂಪರೆಯಲ್ಲಿ ಯೋಗಕ್ಕೆ ಅಪಾರ ಮಹತ್ವವಿದೆ. ಇಂದು ವಿಶ್ವವೇ ಯೋಗವನ್ನು ಅಳವಡಿಸಿಕೊಂಡಿದೆ. ಯುವಜನರು ಆರೋಗ್ಯಕರ ಜೀವನಶೈಲಿ ಅನುಸರಿಸಬೇಕು ಎಂದು ಸಲಹೆ ನೀಡಿದರು. ಸಮ್ಮೇಳನದಲ್ಲಿ ದೇಶ ವಿದೇಶಗಳಿಂದ ಸಾವಿರಕ್ಕೂ ಹೆಚ್ಚು ಪ್ರತಿನಿಧಿಗಳು ಭಾಗವಹಿಸಿದ್ದರು. ವಿವಿಧ ಗೋಷ್ಠಿಗಳಲ್ಲಿ ತಜ್ಞರು ಪ್ರಬಂಧ ಮಂಡಿಸಿದರು. ಕಾಲೇಜಿನ ಪ್ರಾಂಶುಪಾಲ ಡಾ. ಪ್ರಶಾಂತ್ ಶೆಟ್ಟಿ ಸ್ವಾಗತಿಸಿದರು. ಸಮ್ಮೇಳನದ ಸಂಚಾಲಕರು ಕಾರ್ಯಕ್ರಮ ನಿರ್ವಹಿಸಿದರು. ಅತ್ಯುತ್ತಮ ಪ್ರಬಂಧ ಮಂಡಿಸಿದವರಿಗೆ ಬಹುಮಾನ ವಿತರಿಸಲಾಯಿತು. [412,817,542,1009]
portrait-photo [142,692,192,752]
solar-kicker: ಜಿಲ್ಲಾಧಿಕಾರಿ ಕಚೇರಿಯಲ್ಲಿ ನಡೆದ ಸಭೆಯಲ್ಲಿ ಸಂಸದ ಕೋಟ ಮಾಹಿತಿ | ಸೋಲಾರ್ ಅಳವಡಿಸಿದವರಿಗೆ 78,000 ಸಬ್ಸಿಡಿ [346,1073,783,1087]
